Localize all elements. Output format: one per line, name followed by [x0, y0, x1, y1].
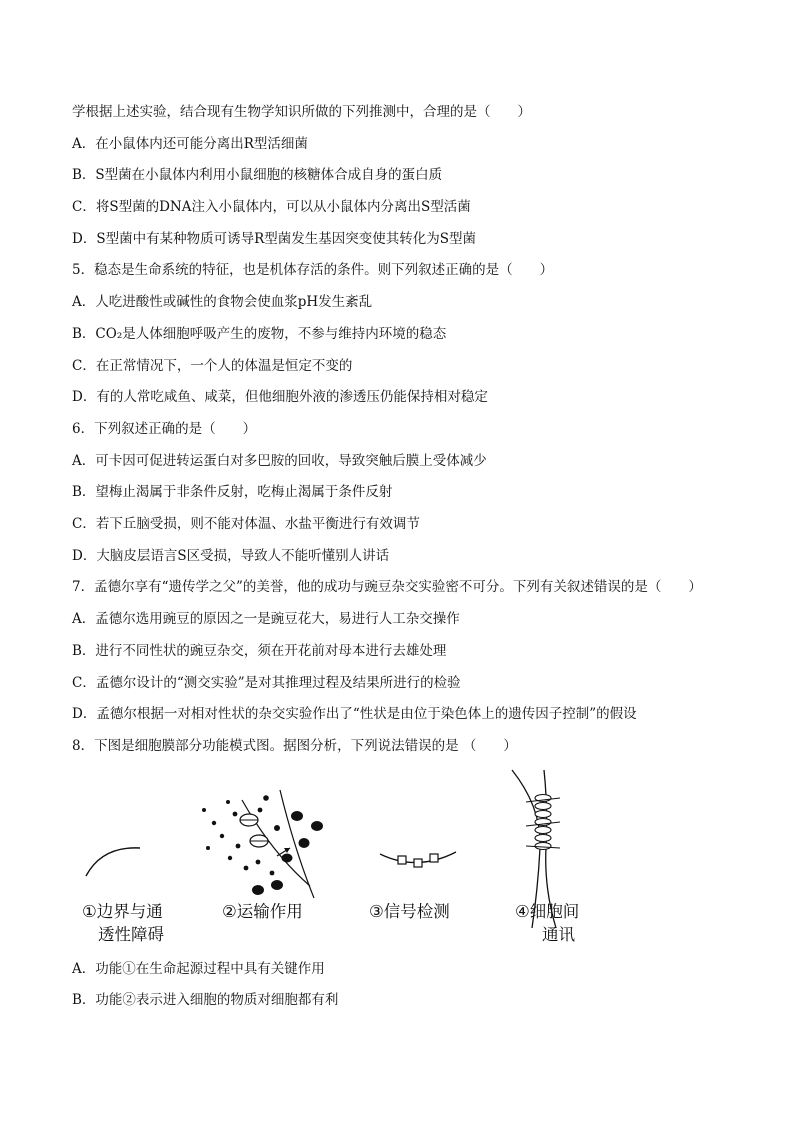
option-c: C．若下丘脑受损，则不能对体温、水盐平衡进行有效调节	[72, 516, 420, 532]
membrane-function-figure	[72, 768, 692, 948]
option-b: B．S型菌在小鼠体内利用小鼠细胞的核糖体合成自身的蛋白质	[72, 167, 443, 183]
caption-communication-line2: 通讯	[542, 925, 575, 944]
question-6-stem: 6．下列叙述正确的是（ ）	[72, 421, 257, 437]
option-b: B．功能②表示进入细胞的物质对细胞都有利	[72, 992, 339, 1008]
caption-signal-detection: ③信号检测	[369, 902, 450, 921]
option-c: C．在正常情况下，一个人的体温是恒定不变的	[72, 358, 353, 374]
question-8-stem: 8．下图是细胞膜部分功能模式图。据图分析，下列说法错误的是 （ ）	[72, 738, 517, 754]
option-a: A．功能①在生命起源过程中具有关键作用	[72, 961, 325, 977]
option-d: D．有的人常吃咸鱼、咸菜，但他细胞外液的渗透压仍能保持相对稳定	[72, 389, 488, 405]
option-b: B．进行不同性状的豌豆杂交，须在开花前对母本进行去雄处理	[72, 643, 447, 659]
option-d: D．S型菌中有某种物质可诱导R型菌发生基因突变使其转化为S型菌	[72, 231, 476, 247]
option-c: C．将S型菌的DNA注入小鼠体内，可以从小鼠体内分离出S型活菌	[72, 199, 471, 215]
option-b: B．CO₂是人体细胞呼吸产生的废物，不参与维持内环境的稳态	[72, 326, 447, 342]
option-c: C．孟德尔设计的“测交实验”是对其推理过程及结果所进行的检验	[72, 675, 461, 691]
option-a: A．孟德尔选用豌豆的原因之一是豌豆花大，易进行人工杂交操作	[72, 611, 460, 627]
question-7-stem: 7．孟德尔享有“遗传学之父”的美誉，他的成功与豌豆杂交实验密不可分。下列有关叙述错误的是（ ）	[72, 579, 702, 595]
option-d: D．孟德尔根据一对相对性状的杂交实验作出了“性状是由位于染色体上的遗传因子控制”的假设	[72, 706, 637, 722]
option-a: A．人吃进酸性或碱性的食物会使血浆pH发生紊乱	[72, 294, 373, 310]
option-b: B．望梅止渴属于非条件反射，吃梅止渴属于条件反射	[72, 484, 393, 500]
question-4-stem-tail: 学根据上述实验，结合现有生物学知识所做的下列推测中，合理的是（ ）	[72, 104, 531, 120]
option-a: A．在小鼠体内还可能分离出R型活细菌	[72, 136, 308, 152]
membrane-boundary-arc	[86, 848, 140, 876]
caption-boundary-line1: ①边界与通	[82, 902, 163, 921]
option-a: A．可卡因可促进转运蛋白对多巴胺的回收，导致突触后膜上受体减少	[72, 453, 487, 469]
caption-boundary-line2: 透性障碍	[98, 925, 164, 944]
option-d: D．大脑皮层语言S区受损，导致人不能听懂别人讲话	[72, 548, 390, 564]
caption-transport: ②运输作用	[222, 902, 303, 921]
question-5-stem: 5．稳态是生命系统的特征，也是机体存活的条件。则下列叙述正确的是（ ）	[72, 262, 554, 278]
transport-panel	[202, 790, 323, 898]
caption-communication-line1: ④细胞间	[515, 902, 580, 921]
signal-detection-panel	[380, 852, 456, 867]
